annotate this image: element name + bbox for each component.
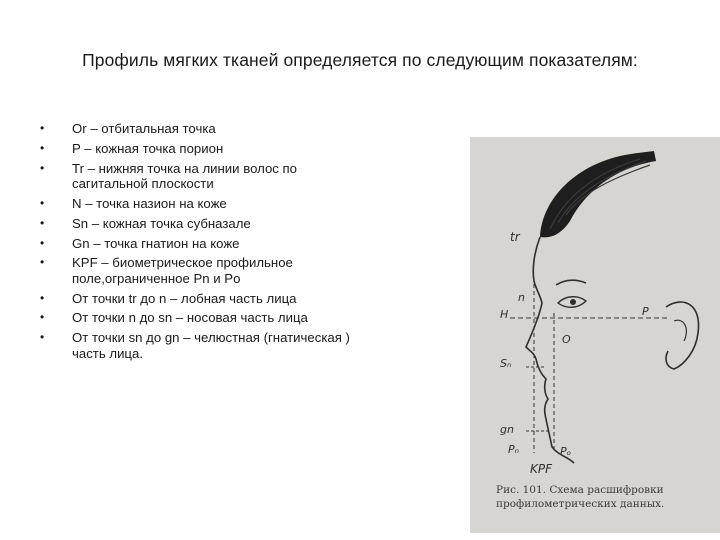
label-kpf: KPF (530, 462, 553, 476)
caption-line-1: Рис. 101. Схема расшифровки (496, 484, 664, 496)
label-gn: gn (500, 423, 514, 436)
list-item: • Gn – точка гнатион на коже (40, 235, 240, 251)
list-item: • От точки n до sn – носовая часть лица (40, 310, 308, 326)
list-item: • P – кожная точка порион (40, 140, 224, 156)
bullet-icon: • (40, 215, 45, 230)
list-item: • От точки tr до n – лобная часть лица (40, 290, 297, 306)
bullet-icon: • (40, 160, 45, 175)
bullet-icon: • (40, 195, 45, 210)
list-item: • N – точка назион на коже (40, 195, 227, 211)
label-tr: tr (510, 230, 520, 244)
label-n: n (518, 291, 525, 304)
list-item: • Tr – нижняя точка на линии волос по сагитальной плоскости (40, 160, 298, 192)
label-h: H (500, 308, 509, 321)
list-item: • Sn – кожная точка субназале (40, 215, 251, 231)
bullet-icon: • (40, 310, 45, 325)
bullet-list (40, 121, 370, 366)
list-item: • Or – отбитальная точка (40, 121, 216, 136)
bullet-icon: • (40, 140, 45, 155)
slide-title: Профиль мягких тканей определяется по следующим показателям: (82, 50, 638, 70)
label-pn: Pₙ (508, 443, 520, 456)
bullet-icon: • (40, 330, 45, 345)
bullet-icon: • (40, 255, 45, 270)
bullet-icon: • (40, 235, 45, 250)
profile-diagram (470, 137, 720, 533)
label-po: Pₒ (560, 445, 572, 458)
bullet-icon: • (40, 121, 45, 135)
list-item: • KPF – биометрическое профильное поле,ограниченное Pn и Po (40, 255, 293, 286)
photo-shading (470, 137, 720, 533)
label-sn: Sₙ (500, 357, 512, 370)
bullet-icon: • (40, 290, 45, 305)
label-o: O (562, 333, 571, 346)
profile-figure (470, 137, 720, 533)
pupil (570, 299, 576, 305)
caption-line-2: профилометрических данных. (496, 498, 665, 510)
label-p: P (642, 305, 649, 318)
list-item: • От точки sn до gn – челюстная (гнатическая ) часть лица. (40, 330, 350, 361)
